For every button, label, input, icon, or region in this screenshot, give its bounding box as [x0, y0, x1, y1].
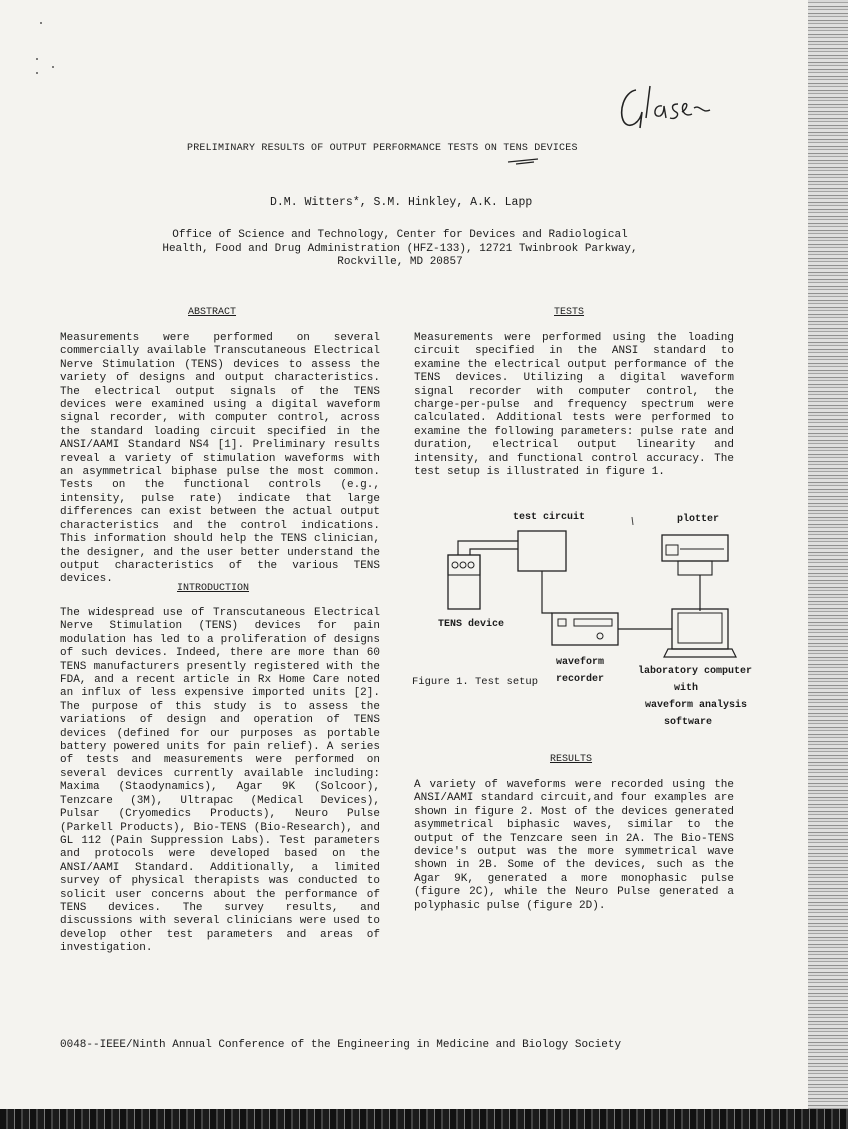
- wire: [458, 541, 518, 555]
- affiliation: [150, 229, 650, 270]
- introduction-heading: INTRODUCTION: [177, 583, 250, 594]
- pen-mark: [506, 156, 540, 166]
- label-waveform-analysis: waveform analysis: [645, 700, 748, 711]
- scan-speck: [36, 72, 38, 74]
- label-with: with: [674, 683, 699, 694]
- recorder-knob: [597, 633, 603, 639]
- affiliation-line: Rockville, MD 20857: [337, 256, 463, 268]
- introduction-text: The widespread use of Transcutaneous Electrical Nerve Stimulation (TENS) devices for pain modulation has led to a proliferation of designs of such devices. Indeed, there are more than 60 TENS manufacturers presently registered with the FDA, and a recent article in Rx Home Care noted an influx of less expensive imported units [2]. The purpose of this study is to assess the variations of design and operation of TENS devices (defined for our purposes as portable battery powered units for pain relief). A series of tests and measurements were performed on several devices currently available including: Maxima (Staodynamics), Agar 9K (Solcoor), Tenzcare (3M), Ultrapac (Medical Devices), Pulsar (Cryomedics Products), Neuro Pulse (Parkell Products), Bio-TENS (Bio-Research), and GL 112 (Pain Suppression Labs). Test parameters and protocols were developed based on the ANSI/AAMI Standard. Additionally, a limited survey of physical therapists was conducted to solicit user concerns about the performance of TENS devices. The survey results, and discussions with several clinicians were used to develop other test parameters and areas of investigation.: [60, 607, 380, 955]
- scan-edge-artifact: [808, 0, 848, 1110]
- tests-text: Measurements were performed using the loading circuit specified in the ANSI standard to examine the electrical output performance of the TENS devices. Utilizing a digital waveform signal recorder with computer control, the charge-per-pulse and frequency spectrum were calculated. Additional tests were performed to examine the following parameters: pulse rate and duration, electrical output linearity and intensity, and functional control accuracy. The test setup is illustrated in figure 1.: [414, 332, 734, 479]
- label-recorder: recorder: [556, 674, 605, 685]
- computer-keyboard: [664, 649, 736, 657]
- tests-heading: TESTS: [554, 307, 585, 318]
- authors: D.M. Witters*, S.M. Hinkley, A.K. Lapp: [270, 196, 533, 209]
- tens-knob: [468, 562, 474, 568]
- tens-knob: [460, 562, 466, 568]
- handwritten-signature: [616, 78, 716, 138]
- computer-screen: [678, 613, 722, 643]
- affiliation-line: Office of Science and Technology, Center for Devices and Radiological: [172, 229, 628, 241]
- results-heading: RESULTS: [550, 754, 593, 765]
- label-test-circuit: test circuit: [513, 512, 586, 523]
- scan-bottom-artifact: [0, 1109, 848, 1129]
- label-software: software: [664, 717, 713, 728]
- test-circuit-box: [518, 531, 566, 571]
- abstract-heading: ABSTRACT: [188, 307, 237, 318]
- paper-title: PRELIMINARY RESULTS OF OUTPUT PERFORMANCE TESTS ON TENS DEVICES: [187, 143, 578, 154]
- abstract-text: Measurements were performed on several commercially available Transcutaneous Electrical Nerve Stimulation (TENS) devices to assess the variety of designs and output characteristics. The electrical output signals of the TENS devices were examined using a digital waveform signal recorder, with computer control, across the standard loading circuit specified in the ANSI/AAMI Standard NS4 [1]. Preliminary results reveal a variety of stimulation waveforms with an asymmetrical biphase pulse the most common. Tests on the functional controls (e.g., intensity, pulse rate) indicate that large differences can exist between the actual output characteristics and the control indications. This information should help the TENS clinician, the designer, and the user better understand the output characteristics of the various TENS devices.: [60, 332, 380, 586]
- label-plotter: plotter: [677, 514, 720, 525]
- scan-speck: [36, 58, 38, 60]
- footer: 0048--IEEE/Ninth Annual Conference of the Engineering in Medicine and Biology Society: [60, 1039, 622, 1051]
- plotter-box: [662, 535, 728, 561]
- plotter-stand: [678, 561, 712, 575]
- tens-device-panel: [448, 555, 480, 575]
- label-waveform: waveform: [556, 657, 605, 668]
- figure-caption: Figure 1. Test setup: [412, 676, 539, 688]
- label-tens-device: TENS device: [438, 619, 505, 630]
- results-text: A variety of waveforms were recorded using the ANSI/AAMI standard circuit,and four examples are shown in figure 2. Most of the devices generated asymmetrical biphasic waves, similar to the output of the Tenzcare seen in 2A. The Bio-TENS device's output was the more symmetrical wave shown in 2B. Some of the devices, such as the Agar 9K, generated a more monophasic pulse (figure 2C), while the Neuro Pulse generated a polyphasic pulse (figure 2D).: [414, 779, 734, 912]
- label-lab-computer: laboratory computer: [638, 666, 753, 677]
- scan-speck: [52, 66, 54, 68]
- scan-speck: [40, 22, 42, 24]
- affiliation-line: Health, Food and Drug Administration (HFZ-133), 12721 Twinbrook Parkway,: [162, 242, 638, 255]
- tens-knob: [452, 562, 458, 568]
- recorder-display: [574, 619, 612, 626]
- stray-mark: [632, 517, 633, 525]
- wire: [542, 571, 552, 613]
- recorder-button: [558, 619, 566, 626]
- wire: [470, 549, 518, 555]
- waveform-recorder-box: [552, 613, 618, 645]
- plotter-panel: [666, 545, 678, 555]
